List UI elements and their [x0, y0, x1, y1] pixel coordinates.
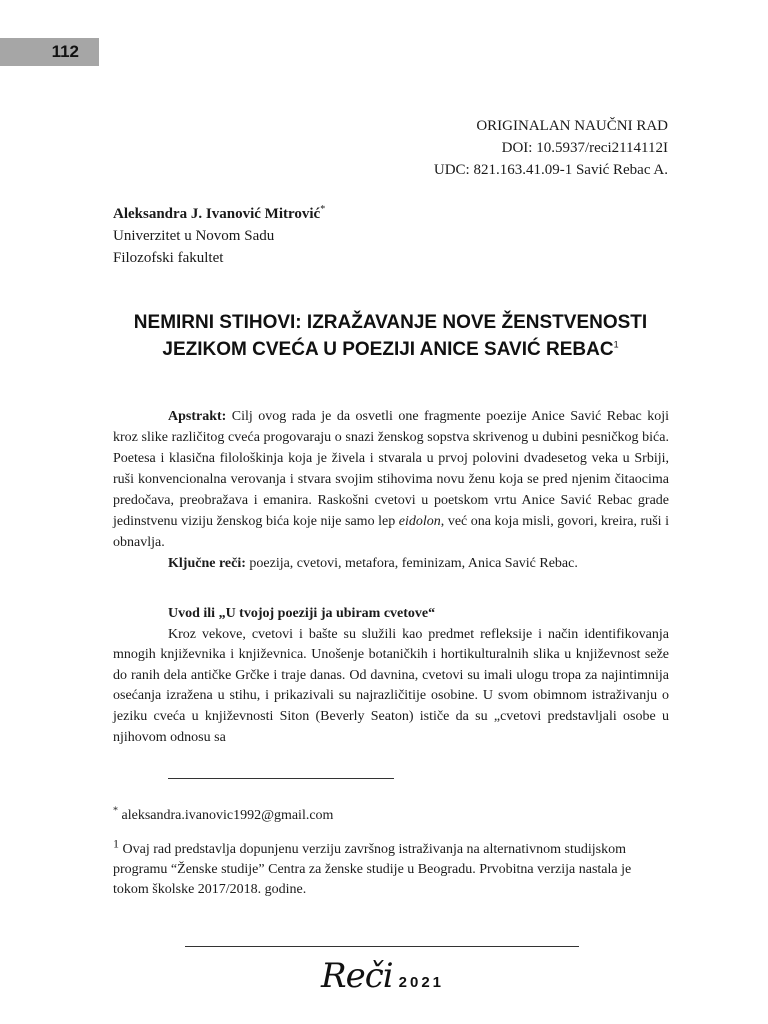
- footnote-mark: 1: [113, 836, 119, 851]
- article-title-text: NEMIRNI STIHOVI: IZRAŽAVANJE NOVE ŽENSTVENOSTI JEZIKOM CVEĆA U POEZIJI ANICE SAVIĆ REBAC: [133, 312, 648, 360]
- abstract-text-1: Cilj ovog rada je da osvetli one fragmente poezije Anice Savić Rebac koji kroz slike različitog cveća progovaraju o snazi ženskog sopstva skrivenog u dubini pesničkog bića. Poetesa i klasična filološkinja koja je živela i stvarala u prvoj polovini dvadesetog veka u Srbiji, ruši konvencionalna verovanja i stvara svojim stihovima novu ženu koja se pred njenim čitaocima predočava, preobražava i emanira. Raskošni cvetovi u poetskom vrtu Anice Savić Rebac grade jedinstvenu viziju ženskog bića koje nije samo lep: [113, 409, 669, 529]
- journal-logo: Reči: [321, 956, 393, 996]
- keywords-label: Ključne reči:: [168, 556, 246, 571]
- title-footnote-mark: 1: [613, 339, 619, 350]
- affiliation-university: Univerzitet u Novom Sadu: [113, 228, 275, 244]
- author-block: [113, 203, 325, 269]
- introduction-section: [113, 604, 669, 748]
- footnote-text: aleksandra.ivanovic1992@gmail.com: [118, 808, 334, 823]
- article-title: [113, 309, 668, 363]
- doi: DOI: 10.5937/reci2114112I: [501, 140, 668, 156]
- footnote-divider: [168, 778, 394, 779]
- journal-year: 2021: [398, 974, 445, 991]
- affiliation-faculty: Filozofski fakultet: [113, 250, 224, 266]
- udc: UDC: 821.163.41.09-1 Savić Rebac A.: [433, 162, 668, 178]
- footnote-origin: [113, 836, 669, 900]
- abstract: [113, 406, 669, 574]
- article-type: ORIGINALAN NAUČNI RAD: [476, 118, 668, 134]
- article-metadata: [434, 115, 668, 181]
- abstract-label: Apstrakt:: [168, 409, 227, 424]
- abstract-text-2: , već ona koja misli, govori, kreira, ruši i obnavlja.: [113, 514, 669, 550]
- page-number-tab: [0, 38, 99, 66]
- journal-footer: [321, 956, 444, 996]
- section-heading: Uvod ili „U tvojoj poeziji ja ubiram cvetove“: [168, 606, 436, 621]
- page-number: 112: [51, 42, 79, 61]
- author-footnote-mark: *: [320, 204, 326, 215]
- footnotes: [113, 806, 669, 900]
- keywords-text: poezija, cvetovi, metafora, feminizam, Anica Savić Rebac.: [245, 556, 578, 571]
- footnote-mark: *: [113, 805, 118, 817]
- footer-divider: [185, 946, 579, 947]
- abstract-paragraph: [113, 406, 669, 553]
- keywords-paragraph: [113, 553, 669, 574]
- section-paragraph: Kroz vekove, cvetovi i bašte su služili kao predmet refleksije i način identifikovanja mnogih književnika i književnica. Unošenje botaničkih i hortikulturalnih slika u književnost seže do ranih dela antičke Grčke i traje danas. Od davnina, cvetovi su imali ulogu tropa za najintimnija osećanja izražena u stihu, i prikazivali su najrazličitije osobine. U svom obimnom istraživanju o jeziku cveća u književnosti Siton (Beverly Seaton) ističe da su „cvetovi predstavljali osobe u njihovom odnosu sa: [113, 626, 669, 745]
- footnote-text: Ovaj rad predstavlja dopunjenu verziju završnog istraživanja na alternativnom studijskom programu “Ženske studije” Centra za ženske studije u Beogradu. Prvobitna verzija nastala je tokom školske 2017/2018. godine.: [113, 842, 632, 897]
- footnote-email: [113, 806, 669, 826]
- author-name: Aleksandra J. Ivanović Mitrović: [113, 206, 321, 222]
- abstract-italic-term: eidolon: [398, 514, 441, 529]
